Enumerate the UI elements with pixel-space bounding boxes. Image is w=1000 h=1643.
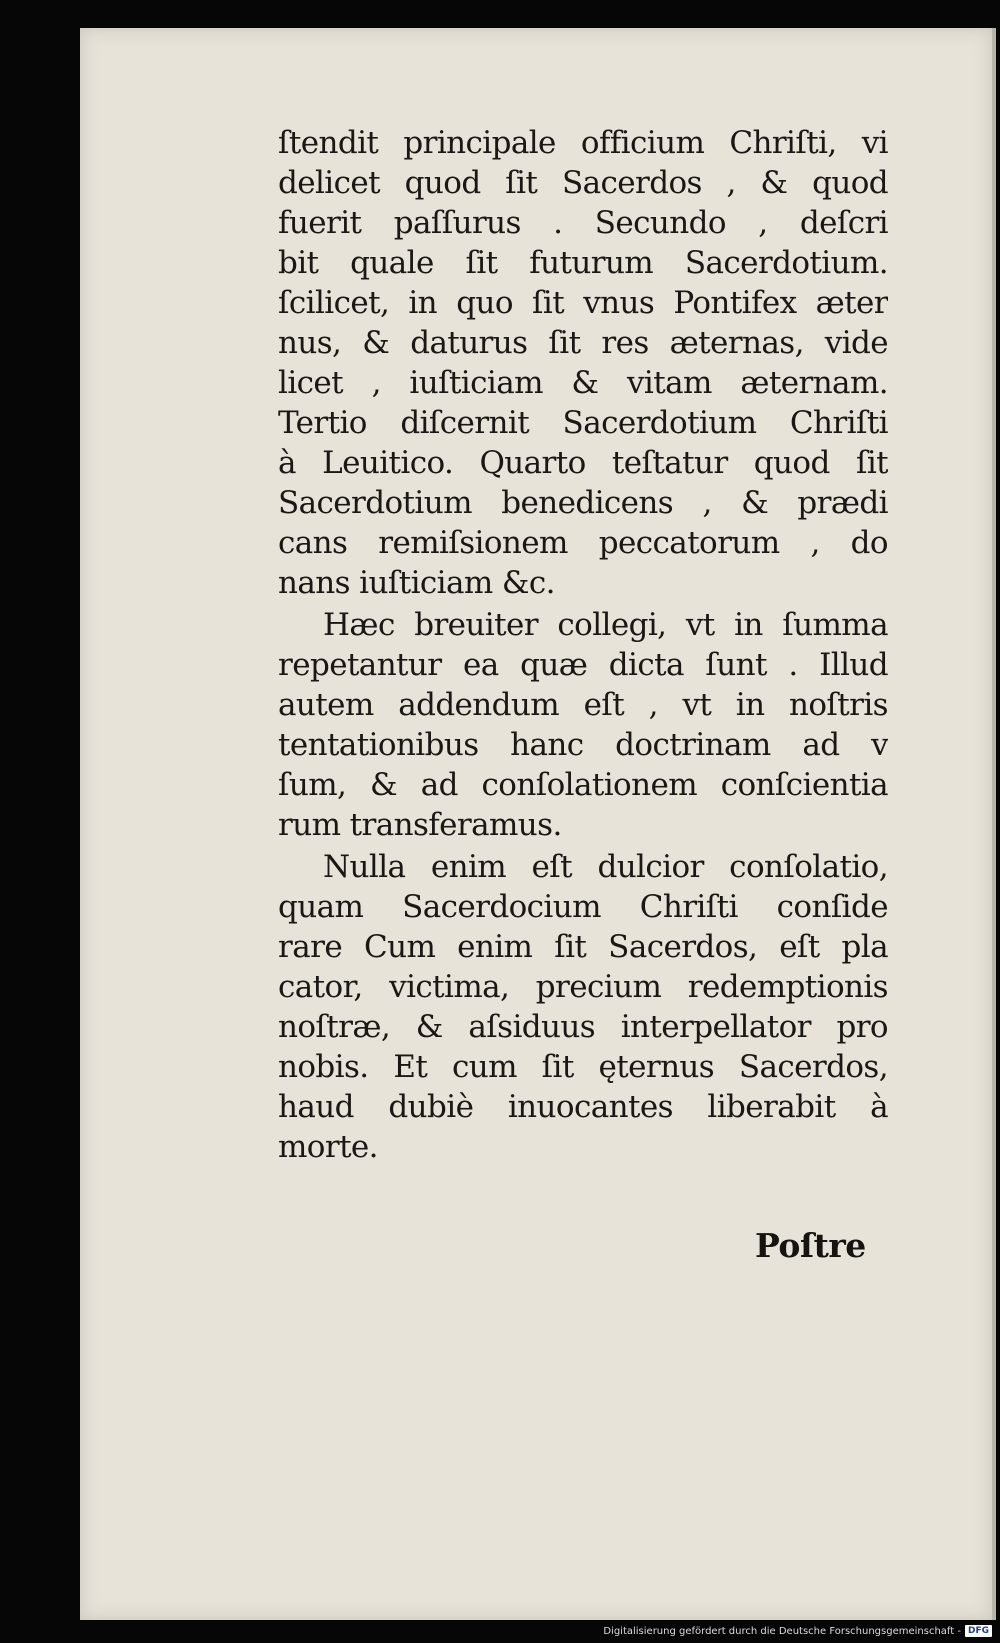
dfg-logo: DFG (965, 1625, 992, 1637)
text-line: repetantur ea quæ dicta ſunt . Illud (278, 647, 888, 683)
text-line: Hæc breuiter collegi, vt in ſumma (323, 607, 888, 643)
footer-credit: Digitalisierung gefördert durch die Deutsche Forschungsgemeinschaft - (603, 1625, 961, 1637)
text-line: nobis. Et cum ſit ęternus Sacerdos, (278, 1049, 888, 1085)
text-line: rare Cum enim ſit Sacerdos, eſt pla (278, 929, 888, 965)
catchword: Poſtre (755, 1226, 866, 1265)
text-line: tentationibus hanc doctrinam ad v (278, 727, 888, 763)
text-line: ſtendit principale officium Chriſti, vi (278, 125, 888, 161)
digitization-footer (603, 1625, 992, 1637)
text-line: morte. (278, 1129, 378, 1165)
body-text (278, 123, 888, 1167)
text-line: nus, & daturus ſit res æternas, vide (278, 325, 888, 361)
paragraph-1 (278, 123, 888, 603)
text-line: Sacerdotium benedicens , & prædi (278, 485, 888, 521)
text-line: Nulla enim eſt dulcior conſolatio, (323, 849, 888, 885)
text-line: licet , iuſticiam & vitam æternam. (278, 365, 888, 401)
text-line: ſum, & ad conſolationem conſcientia (278, 767, 888, 803)
text-line: delicet quod ſit Sacerdos , & quod (278, 165, 888, 201)
paragraph-2 (278, 605, 888, 845)
text-line: à Leuitico. Quarto teſtatur quod ſit (278, 445, 888, 481)
text-line: noſtræ, & aſsiduus interpellator pro (278, 1009, 888, 1045)
text-line: haud dubiè inuocantes liberabit à (278, 1089, 888, 1125)
text-line: nans iuſticiam &c. (278, 565, 555, 601)
text-line: ſcilicet, in quo ſit vnus Pontifex æter (278, 285, 888, 321)
paragraph-3 (278, 847, 888, 1167)
text-line: Tertio diſcernit Sacerdotium Chriſti (278, 405, 888, 441)
text-line: bit quale ſit futurum Sacerdotium. (278, 245, 888, 281)
page-edge (992, 28, 996, 1620)
text-line: quam Sacerdocium Chriſti conſide (278, 889, 888, 925)
book-page (80, 28, 992, 1620)
text-line: rum transferamus. (278, 807, 562, 843)
text-line: cans remiſsionem peccatorum , do (278, 525, 888, 561)
text-line: cator, victima, precium redemptionis (278, 969, 888, 1005)
text-line: fuerit paſſurus . Secundo , deſcri (278, 205, 888, 241)
text-line: autem addendum eſt , vt in noſtris (278, 687, 888, 723)
